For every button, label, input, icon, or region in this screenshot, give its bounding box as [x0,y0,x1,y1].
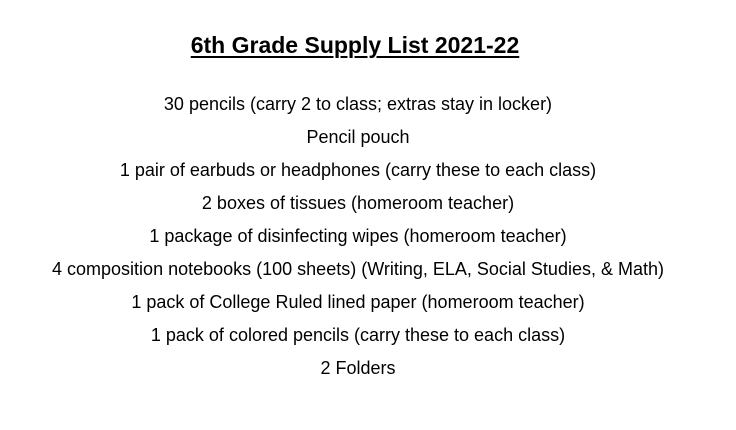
list-item: 1 pack of colored pencils (carry these to each class) [150,325,566,345]
supply-list [0,90,716,387]
list-item: 30 pencils (carry 2 to class; extras stay in locker) [163,94,553,114]
list-item: 4 composition notebooks (100 sheets) (Writing, ELA, Social Studies, & Math) [52,259,664,279]
page-title: 6th Grade Supply List 2021-22 [190,32,520,58]
list-item: Pencil pouch [306,127,410,147]
list-item: 2 boxes of tissues (homeroom teacher) [201,193,515,213]
list-item: 1 package of disinfecting wipes (homeroom teacher) [149,226,567,246]
list-item: 1 pack of College Ruled lined paper (homeroom teacher) [131,292,585,312]
list-item: 1 pair of earbuds or headphones (carry these to each class) [119,160,597,180]
list-item: 2 Folders [320,358,396,378]
